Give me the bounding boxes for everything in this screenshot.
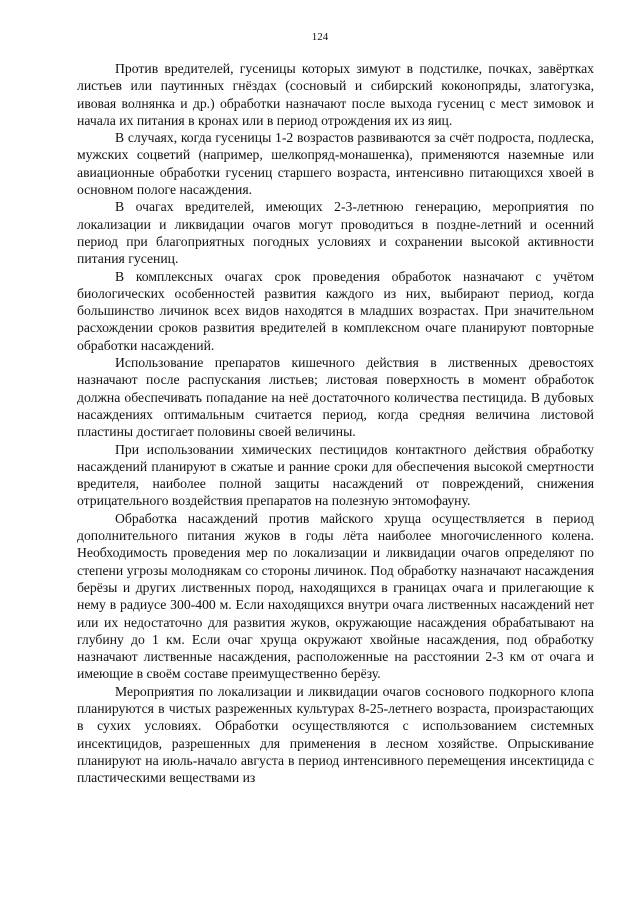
paragraph: Против вредителей, гусеницы которых зимуют в подстилке, почках, завёртках листьев или паутинных гнёздах (сосновый и сибирский коконопряды, златогузка, ивовая волнянка и др.) обработки назначают после выхода гусениц с мест зимовок и начала их питания в кронах или в период отрождения их из яиц. [77, 61, 594, 128]
page-number: 124 [311, 31, 329, 43]
paragraph: Мероприятия по локализации и ликвидации очагов соснового подкорного клопа планируются в чистых разреженных культурах 8-25-летнего возраста, произрастающих в сухих условиях. Обработки осуществляются с использованием системных инсектицидов, разрешенных для применения в лесном хозяйстве. Опрыскивание планируют на июль-начало августа в период интенсивного перемещения инсектицида с пластическими веществами из [77, 683, 594, 786]
paragraph: В комплексных очагах срок проведения обработок назначают с учётом биологических особенностей развития каждого из них, выбирают период, когда большинство личинок всех видов находятся в младших возрастах. При значительном расхождении сроков развития вредителей в комплексном очаге планируют повторные обработки насаждений. [77, 268, 594, 353]
paragraph: При использовании химических пестицидов контактного действия обработку насаждений планируют в сжатые и ранние сроки для обеспечения высокой смертности вредителя, наиболее полной защиты насаждений от повреждений, снижения отрицательного воздействия препаратов на полезную энтомофауну. [77, 441, 594, 509]
paragraph: В случаях, когда гусеницы 1-2 возрастов развиваются за счёт подроста, подлеска, мужских соцветий (например, шелкопряд-монашенка), применяются наземные или авиационные обработки гусениц старшего возраста, интенсивно питающихся хвоей в основном пологе насаждения. [77, 130, 594, 198]
body-text [77, 60, 594, 786]
paragraph: Обработка насаждений против майского хруща осуществляется в период дополнительного питания жуков в годы лёта наиболее многочисленного колена. Необходимость проведения мер по локализации и ликвидации очагов определяют по степени угрозы молоднякам со стороны личинок. Под обработку назначают насаждения берёзы и других лиственных пород, находящихся в границах очага и прилегающие к нему в радиусе 300-400 м. Если находящихся внутри очага лиственных насаждений нет или их недостаточно для развития жуков, окружающие насаждения обрабатывают на глубину до 1 км. Если очаг хруща окружают хвойные насаждения, под обработку назначают лиственные насаждения, расположенные на расстоянии 2-3 км от очага и имеющие в своём составе преимущественно берёзу. [77, 510, 594, 682]
paragraph: В очагах вредителей, имеющих 2-3-летнюю генерацию, мероприятия по локализации и ликвидации очагов могут проводиться в поздне-летний и осенний период при благоприятных погодных условиях и сохранении высокой активности питания гусениц. [77, 199, 594, 267]
paragraph: Использование препаратов кишечного действия в лиственных древостоях назначают после распускания листьев; листовая поверхность в момент обработок должна обеспечивать попадание на неё достаточного количества пестицида. В дубовых насаждениях оптимальным считается период, когда средняя величина листовой пластины достигает половины своей величины. [77, 355, 594, 440]
